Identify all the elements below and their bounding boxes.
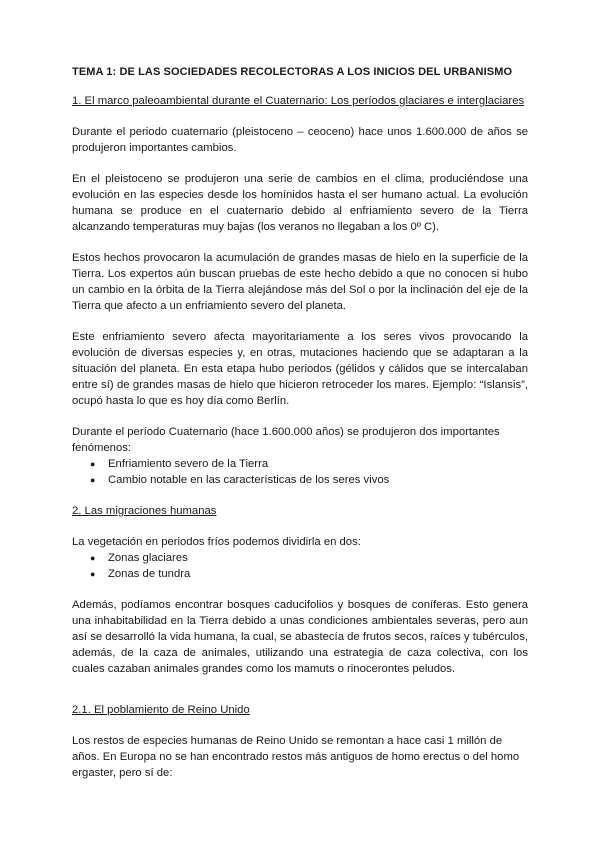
list-item xyxy=(72,456,528,472)
section-1-paragraph: En el pleistoceno se produjeron una serie de cambios en el clima, produciéndose una evolución en las especies desde los homínidos hasta el ser humano actual. La evolución humana se produce en el cuaternario debido al enfriamiento severo de la Tierra alcanzando temperaturas muy bajas (los veranos no llegaban a los 0º C). xyxy=(72,173,528,233)
bullet-icon: ● xyxy=(90,475,96,485)
section-1-paragraph: Durante el período Cuaternario (hace 1.600.000 años) se produjeron dos importantes fenómenos: xyxy=(72,426,500,454)
list-item xyxy=(72,472,528,488)
section-2-heading: 2. Las migraciones humanas xyxy=(72,505,217,517)
list-item xyxy=(72,550,528,566)
section-1-paragraph: Este enfriamiento severo afecta mayoritariamente a los seres vivos provocando la evolución de diversas especies y, en otras, mutaciones haciendo que se adaptaran a la situación del planeta. En esta etapa hubo periodos (gélidos y cálidos que se intercalaban entre sí) de grandes masas de hielo que hicieron retroceder los mares. Ejemplo: “Islansis”, ocupó hasta lo que es hoy día como Berlín. xyxy=(72,331,528,407)
section-1-bullet-list xyxy=(72,456,528,488)
document-page xyxy=(72,64,528,796)
bullet-icon: ● xyxy=(90,459,96,469)
section-2-paragraph: Además, podíamos encontrar bosques caducifolios y bosques de coníferas. Esto genera una inhabitabilidad en la Tierra debido a unas condiciones ambientales severas, pero aun así se desarrolló la vida humana, la cual, se abastecía de frutos secos, raíces y tubérculos, además, de la caza de animales, utilizando una estrategia de caza colectiva, con los cuales cazaban animales grandes como los mamuts o rinocerontes peludos. xyxy=(72,599,528,675)
section-1-heading: 1. El marco paleoambiental durante el Cuaternario: Los períodos glaciares e interglaciares xyxy=(72,95,525,107)
list-item-text: Cambio notable en las características de los seres vivos xyxy=(108,474,390,486)
list-item-text: Zonas glaciares xyxy=(108,552,188,564)
section-2-intro: La vegetación en periodos fríos podemos dividirla en dos: xyxy=(72,536,361,548)
list-item-text: Zonas de tundra xyxy=(108,568,191,580)
bullet-icon: ● xyxy=(90,553,96,563)
list-item xyxy=(72,566,528,582)
spacer xyxy=(72,692,528,702)
section-1-paragraph: Durante el periodo cuaternario (pleistoceno – ceoceno) hace unos 1.600.000 de años se produjeron importantes cambios. xyxy=(72,126,528,154)
document-title: TEMA 1: DE LAS SOCIEDADES RECOLECTORAS A LOS INICIOS DEL URBANISMO xyxy=(72,66,513,78)
section-2-bullet-list xyxy=(72,550,528,582)
section-2-1-heading: 2.1. El poblamiento de Reino Unido xyxy=(72,704,250,716)
bullet-icon: ● xyxy=(90,569,96,579)
list-item-text: Enfriamiento severo de la Tierra xyxy=(108,458,269,470)
section-1-paragraph: Estos hechos provocaron la acumulación de grandes masas de hielo en la superficie de la Tierra. Los expertos aún buscan pruebas de este hecho debido a que no conocen si hubo un cambio en la órbita de la Tierra alejándose más del Sol o por la inclinación del eje de la Tierra que afecto a un enfriamiento severo del planeta. xyxy=(72,252,528,312)
section-2-1-paragraph: Los restos de especies humanas de Reino Unido se remontan a hace casi 1 millón de años. En Europa no se han encontrado restos más antiguos de homo erectus o del homo ergaster, pero sí de: xyxy=(72,735,520,779)
